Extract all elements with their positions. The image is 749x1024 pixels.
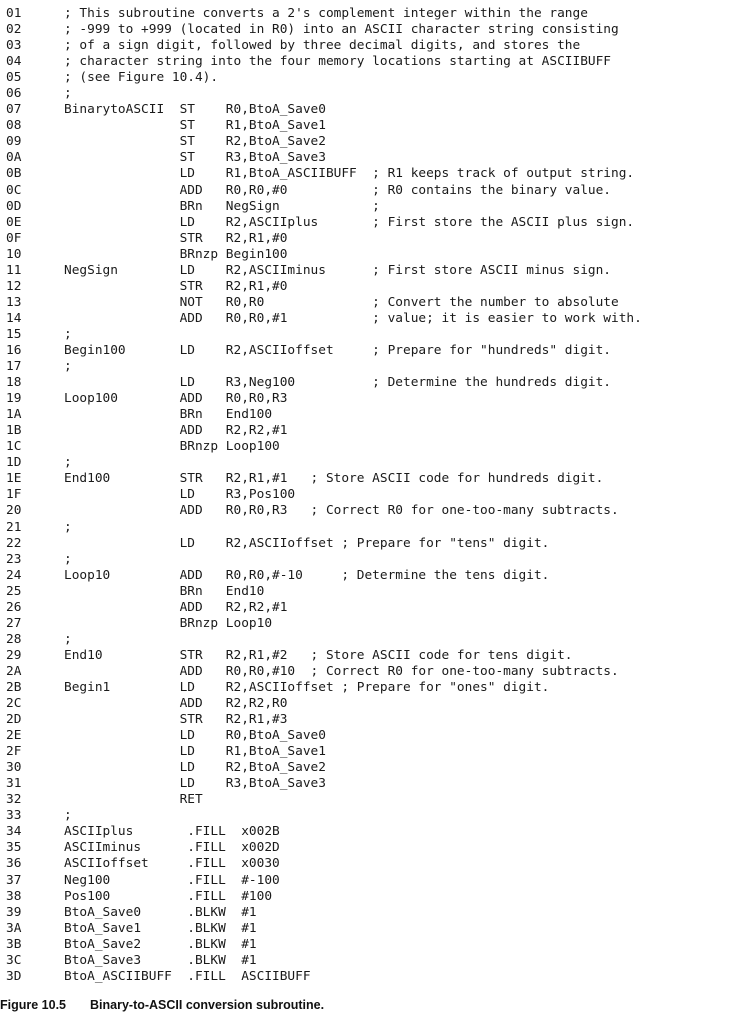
code-line bbox=[6, 279, 642, 295]
line-code: BinarytoASCII ST R0,BtoA_Save0 bbox=[64, 102, 326, 118]
line-number: 2F bbox=[6, 744, 22, 760]
line-code: LD R2,ASCIIoffset ; Prepare for "tens" digit. bbox=[64, 535, 550, 551]
line-number: 10 bbox=[6, 246, 22, 262]
line-code: ADD R2,R2,R0 bbox=[64, 696, 288, 712]
line-code: BRnzp Loop100 bbox=[64, 439, 280, 455]
code-listing bbox=[6, 6, 642, 985]
line-number: 2B bbox=[6, 679, 22, 695]
line-code: STR R2,R1,#3 bbox=[64, 712, 288, 728]
code-line bbox=[6, 584, 642, 600]
code-line bbox=[6, 568, 642, 584]
code-line bbox=[6, 150, 642, 166]
code-line bbox=[6, 423, 642, 439]
code-line bbox=[6, 760, 642, 776]
line-code: NOT R0,R0 ; Convert the number to absolute bbox=[64, 294, 619, 310]
code-line bbox=[6, 471, 642, 487]
code-line bbox=[6, 840, 642, 856]
code-line bbox=[6, 905, 642, 921]
code-line bbox=[6, 391, 642, 407]
line-code: LD R3,Pos100 bbox=[64, 487, 296, 503]
line-number: 29 bbox=[6, 647, 22, 663]
line-number: 35 bbox=[6, 840, 22, 856]
code-line bbox=[6, 118, 642, 134]
line-code: ; bbox=[64, 519, 72, 535]
line-code: Begin100 LD R2,ASCIIoffset ; Prepare for "hundreds" digit. bbox=[64, 342, 612, 358]
line-number: 13 bbox=[6, 294, 22, 310]
code-line bbox=[6, 792, 642, 808]
line-code: ; -999 to +999 (located in R0) into an ASCII character string consisting bbox=[64, 22, 619, 38]
line-code: BRn End10 bbox=[64, 583, 265, 599]
code-line bbox=[6, 439, 642, 455]
code-line bbox=[6, 969, 642, 985]
line-code: End100 STR R2,R1,#1 ; Store ASCII code for hundreds digit. bbox=[64, 471, 604, 487]
line-code: ASCIIoffset .FILL x0030 bbox=[64, 856, 280, 872]
code-line bbox=[6, 632, 642, 648]
line-number: 01 bbox=[6, 6, 22, 21]
code-line bbox=[6, 824, 642, 840]
code-line bbox=[6, 22, 642, 38]
line-code: ADD R0,R0,#10 ; Correct R0 for one-too-many subtracts. bbox=[64, 663, 619, 679]
line-number: 37 bbox=[6, 872, 22, 888]
line-code: ST R3,BtoA_Save3 bbox=[64, 150, 326, 166]
line-number: 23 bbox=[6, 551, 22, 567]
line-code: ST R2,BtoA_Save2 bbox=[64, 134, 326, 150]
code-line bbox=[6, 327, 642, 343]
code-line bbox=[6, 343, 642, 359]
code-line bbox=[6, 953, 642, 969]
line-number: 1F bbox=[6, 487, 22, 503]
line-code: LD R2,ASCIIplus ; First store the ASCII plus sign. bbox=[64, 214, 635, 230]
line-code: ; bbox=[64, 808, 72, 824]
line-number: 2E bbox=[6, 728, 22, 744]
line-number: 0A bbox=[6, 150, 22, 166]
code-line bbox=[6, 616, 642, 632]
line-number: 15 bbox=[6, 326, 22, 342]
line-code: BRnzp Loop10 bbox=[64, 615, 273, 631]
line-code: NegSign LD R2,ASCIIminus ; First store ASCII minus sign. bbox=[64, 262, 612, 278]
line-code: LD R1,BtoA_Save1 bbox=[64, 744, 326, 760]
line-code: STR R2,R1,#0 bbox=[64, 230, 288, 246]
line-code: LD R2,BtoA_Save2 bbox=[64, 760, 326, 776]
line-number: 18 bbox=[6, 375, 22, 391]
line-code: ADD R0,R0,R3 ; Correct R0 for one-too-many subtracts. bbox=[64, 503, 619, 519]
line-number: 07 bbox=[6, 102, 22, 118]
code-line bbox=[6, 664, 642, 680]
line-number: 3B bbox=[6, 936, 22, 952]
line-code: BtoA_ASCIIBUFF .FILL ASCIIBUFF bbox=[64, 968, 311, 984]
line-number: 0D bbox=[6, 198, 22, 214]
line-number: 30 bbox=[6, 760, 22, 776]
line-number: 03 bbox=[6, 38, 22, 54]
code-line bbox=[6, 295, 642, 311]
code-line bbox=[6, 536, 642, 552]
line-number: 06 bbox=[6, 86, 22, 102]
line-number: 04 bbox=[6, 54, 22, 70]
line-code: BRnzp Begin100 bbox=[64, 246, 288, 262]
line-code: End10 STR R2,R1,#2 ; Store ASCII code for tens digit. bbox=[64, 647, 573, 663]
line-code: BRn NegSign ; bbox=[64, 198, 380, 214]
line-code: Begin1 LD R2,ASCIIoffset ; Prepare for "ones" digit. bbox=[64, 679, 550, 695]
code-line bbox=[6, 937, 642, 953]
line-code: ; bbox=[64, 455, 72, 471]
code-line bbox=[6, 247, 642, 263]
line-number: 14 bbox=[6, 310, 22, 326]
line-number: 22 bbox=[6, 535, 22, 551]
line-code: ST R1,BtoA_Save1 bbox=[64, 118, 326, 134]
line-number: 08 bbox=[6, 118, 22, 134]
line-number: 11 bbox=[6, 262, 22, 278]
code-line bbox=[6, 263, 642, 279]
code-line bbox=[6, 38, 642, 54]
line-number: 32 bbox=[6, 792, 22, 808]
line-number: 27 bbox=[6, 615, 22, 631]
code-line bbox=[6, 808, 642, 824]
code-line bbox=[6, 712, 642, 728]
line-code: BRn End100 bbox=[64, 407, 273, 423]
figure-label: Figure 10.5 bbox=[0, 998, 66, 1012]
line-code: LD R1,BtoA_ASCIIBUFF ; R1 keeps track of output string. bbox=[64, 166, 635, 182]
line-code: Loop100 ADD R0,R0,R3 bbox=[64, 391, 288, 407]
line-number: 0B bbox=[6, 166, 22, 182]
code-line bbox=[6, 728, 642, 744]
code-line bbox=[6, 600, 642, 616]
line-number: 0E bbox=[6, 214, 22, 230]
line-number: 36 bbox=[6, 856, 22, 872]
code-line bbox=[6, 776, 642, 792]
line-code: ; (see Figure 10.4). bbox=[64, 70, 219, 86]
code-line bbox=[6, 552, 642, 568]
code-line bbox=[6, 311, 642, 327]
line-code: ; This subroutine converts a 2's complement integer within the range bbox=[64, 6, 588, 21]
code-line bbox=[6, 744, 642, 760]
line-number: 20 bbox=[6, 503, 22, 519]
line-number: 05 bbox=[6, 70, 22, 86]
line-code: ; bbox=[64, 326, 72, 342]
code-line bbox=[6, 375, 642, 391]
line-code: LD R3,Neg100 ; Determine the hundreds digit. bbox=[64, 375, 612, 391]
line-number: 02 bbox=[6, 22, 22, 38]
code-line bbox=[6, 102, 642, 118]
line-number: 3A bbox=[6, 920, 22, 936]
code-line bbox=[6, 856, 642, 872]
line-code: ; character string into the four memory locations starting at ASCIIBUFF bbox=[64, 54, 612, 70]
line-number: 1B bbox=[6, 423, 22, 439]
code-line bbox=[6, 696, 642, 712]
code-line bbox=[6, 407, 642, 423]
line-number: 26 bbox=[6, 599, 22, 615]
figure-title: Binary-to-ASCII conversion subroutine. bbox=[90, 998, 325, 1012]
code-line bbox=[6, 873, 642, 889]
line-code: ASCIIplus .FILL x002B bbox=[64, 824, 280, 840]
line-code: ; bbox=[64, 86, 72, 102]
line-number: 34 bbox=[6, 824, 22, 840]
line-number: 38 bbox=[6, 888, 22, 904]
line-number: 24 bbox=[6, 567, 22, 583]
line-number: 28 bbox=[6, 631, 22, 647]
line-code: BtoA_Save1 .BLKW #1 bbox=[64, 920, 257, 936]
line-number: 1C bbox=[6, 439, 22, 455]
line-number: 16 bbox=[6, 342, 22, 358]
line-code: ; bbox=[64, 631, 72, 647]
line-code: Pos100 .FILL #100 bbox=[64, 888, 273, 904]
line-number: 1D bbox=[6, 455, 22, 471]
line-code: ; bbox=[64, 551, 72, 567]
line-code: BtoA_Save0 .BLKW #1 bbox=[64, 904, 257, 920]
code-line bbox=[6, 183, 642, 199]
line-code: LD R3,BtoA_Save3 bbox=[64, 776, 326, 792]
line-code: STR R2,R1,#0 bbox=[64, 278, 288, 294]
line-number: 2C bbox=[6, 696, 22, 712]
line-number: 33 bbox=[6, 808, 22, 824]
line-number: 0F bbox=[6, 230, 22, 246]
code-line bbox=[6, 680, 642, 696]
line-code: BtoA_Save2 .BLKW #1 bbox=[64, 936, 257, 952]
line-code: ; of a sign digit, followed by three decimal digits, and stores the bbox=[64, 38, 581, 54]
line-number: 17 bbox=[6, 359, 22, 375]
line-code: Loop10 ADD R0,R0,#-10 ; Determine the tens digit. bbox=[64, 567, 550, 583]
line-code: ASCIIminus .FILL x002D bbox=[64, 840, 280, 856]
line-number: 0C bbox=[6, 182, 22, 198]
code-line bbox=[6, 889, 642, 905]
line-code: LD R0,BtoA_Save0 bbox=[64, 728, 326, 744]
figure-caption bbox=[0, 998, 324, 1012]
code-line bbox=[6, 231, 642, 247]
line-number: 25 bbox=[6, 583, 22, 599]
line-number: 1E bbox=[6, 471, 22, 487]
line-code: BtoA_Save3 .BLKW #1 bbox=[64, 952, 257, 968]
line-code: ; bbox=[64, 359, 72, 375]
line-number: 21 bbox=[6, 519, 22, 535]
line-number: 31 bbox=[6, 776, 22, 792]
line-number: 1A bbox=[6, 407, 22, 423]
code-line bbox=[6, 359, 642, 375]
line-code: ADD R2,R2,#1 bbox=[64, 599, 288, 615]
code-line bbox=[6, 215, 642, 231]
code-line bbox=[6, 86, 642, 102]
code-line bbox=[6, 921, 642, 937]
line-code: ADD R2,R2,#1 bbox=[64, 423, 288, 439]
code-line bbox=[6, 54, 642, 70]
code-line bbox=[6, 520, 642, 536]
line-code: Neg100 .FILL #-100 bbox=[64, 872, 280, 888]
line-number: 09 bbox=[6, 134, 22, 150]
line-code: ADD R0,R0,#0 ; R0 contains the binary value. bbox=[64, 182, 612, 198]
line-code: RET bbox=[64, 792, 203, 808]
code-line bbox=[6, 70, 642, 86]
code-line bbox=[6, 455, 642, 471]
line-number: 2A bbox=[6, 663, 22, 679]
code-line bbox=[6, 166, 642, 182]
code-line bbox=[6, 6, 642, 22]
line-code: ADD R0,R0,#1 ; value; it is easier to work with. bbox=[64, 310, 642, 326]
line-number: 2D bbox=[6, 712, 22, 728]
code-line bbox=[6, 648, 642, 664]
line-number: 19 bbox=[6, 391, 22, 407]
line-number: 39 bbox=[6, 904, 22, 920]
code-line bbox=[6, 503, 642, 519]
line-number: 12 bbox=[6, 278, 22, 294]
code-line bbox=[6, 134, 642, 150]
line-number: 3D bbox=[6, 968, 22, 984]
code-line bbox=[6, 487, 642, 503]
code-line bbox=[6, 199, 642, 215]
line-number: 3C bbox=[6, 952, 22, 968]
